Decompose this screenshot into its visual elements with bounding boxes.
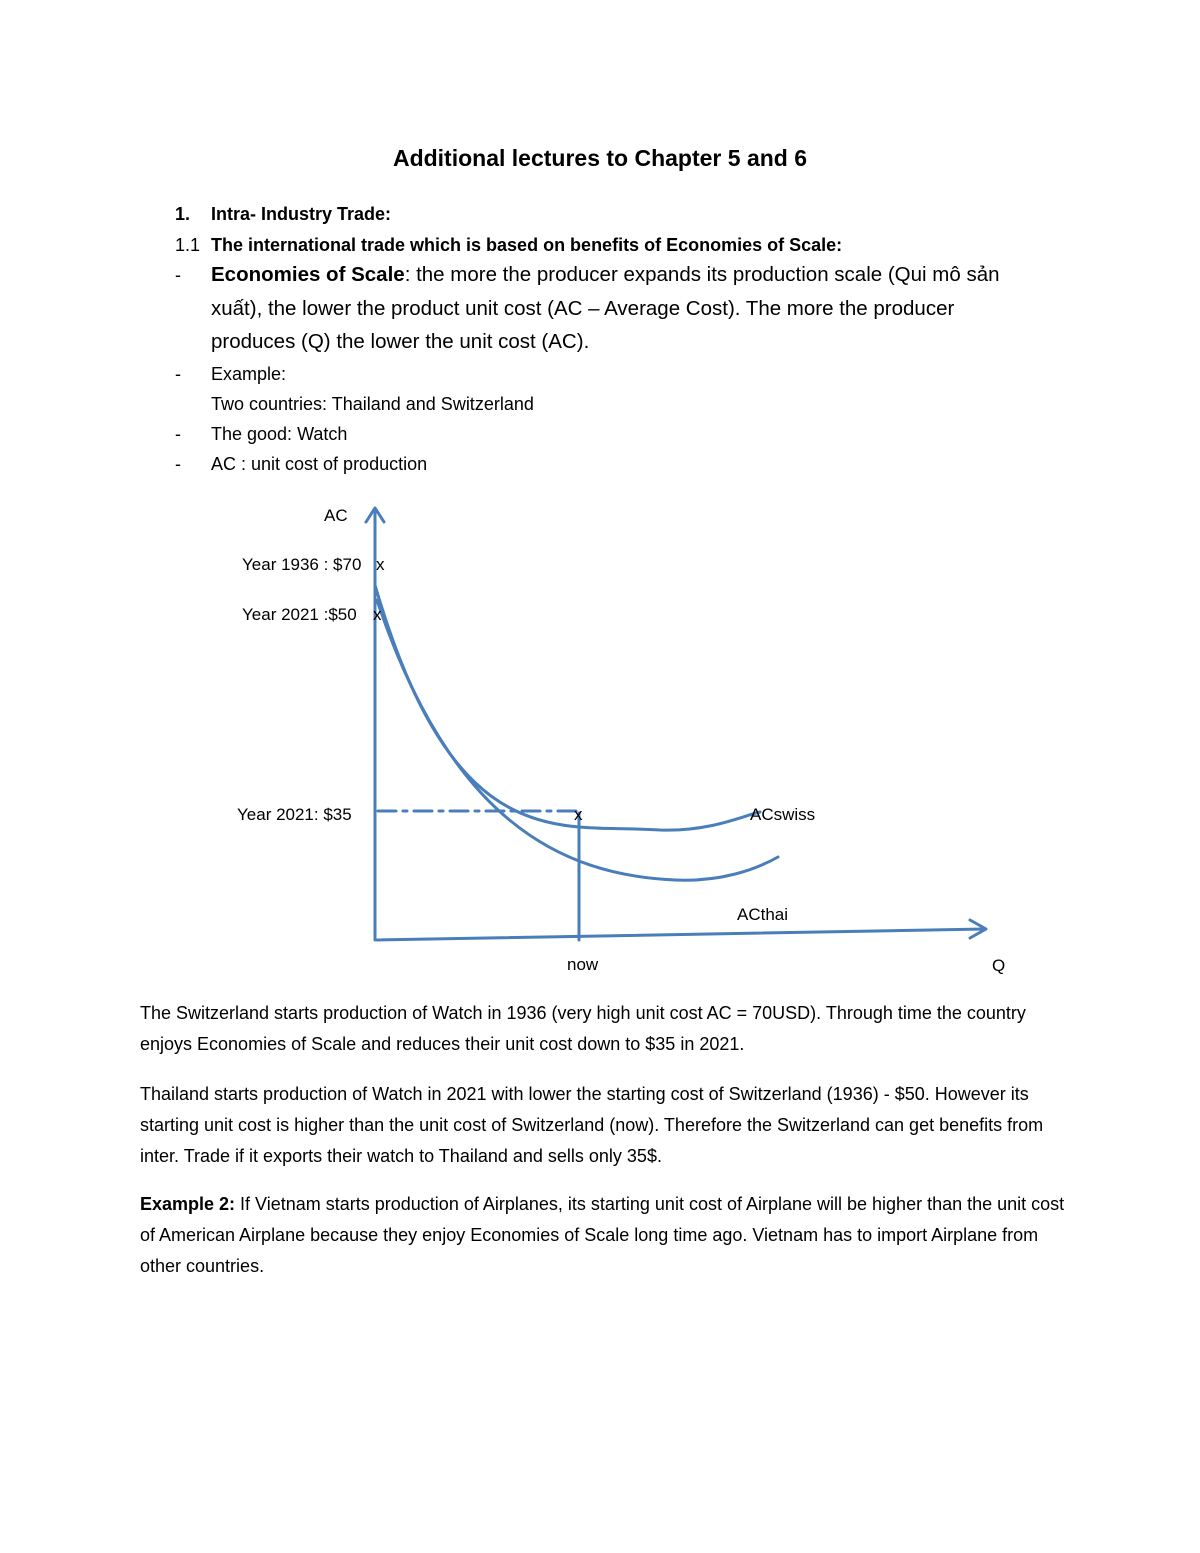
example2-text: If Vietnam starts production of Airplanes, its starting unit cost of Airplane will be higher than the unit cost of American Airplane because they enjoy Economies of Scale long time ago. Vietnam has to import Airplane from other countries. [140, 1194, 1065, 1276]
x-mark: x [373, 605, 382, 624]
x-axis [377, 929, 985, 940]
eos-line2: xuất), the lower the product unit cost (AC – Average Cost). The more the producer [211, 297, 955, 320]
example2-label: Example 2: [140, 1194, 236, 1214]
heading1-text: Intra- Industry Trade: [211, 204, 392, 224]
x-mark: x [376, 555, 385, 574]
acswiss-curve [375, 585, 760, 830]
y-axis-label: AC [324, 506, 348, 525]
paragraph-2-text: Thailand starts production of Watch in 2021 with lower the starting cost of Switzerland (1936) - $50. However its starting unit cost is higher than the unit cost of Switzerland (now). Therefore the Switzerland can get benefits from inter. Trade if it exports their watch to Thailand and sells only 35$. [140, 1084, 1044, 1166]
year-2021-50-label: Year 2021 :$50 [242, 605, 357, 624]
bullet-dash: - [175, 424, 181, 444]
paragraph-2 [140, 1079, 1070, 1172]
bullet-dash: - [175, 454, 181, 474]
year-2021-35-label: Year 2021: $35 [237, 805, 352, 824]
bullet-dash: - [175, 364, 181, 384]
x-axis-label: Q [992, 956, 1006, 975]
x-mark: x [574, 805, 583, 824]
eos-line1-text: : the more the producer expands its production scale (Qui mô sản [404, 263, 1000, 286]
year-1936-label: Year 1936 : $70 [242, 555, 362, 574]
good-label: The good: Watch [211, 424, 348, 444]
paragraph-3 [140, 1189, 1070, 1282]
paragraph-1-text: The Switzerland starts production of Watch in 1936 (very high unit cost AC = 70USD). Through time the country enjoys Economies of Scale and reduces their unit cost down to $35 in 2021. [140, 1003, 1026, 1054]
heading11-text: The international trade which is based on benefits of Economies of Scale: [211, 235, 843, 255]
bullet-dash: - [175, 265, 181, 285]
two-countries: Two countries: Thailand and Switzerland [211, 394, 534, 414]
acswiss-label: ACswiss [750, 805, 816, 824]
paragraph-3-text [140, 1189, 1070, 1282]
heading11-number: 1.1 [175, 235, 201, 255]
eos-term: Economies of Scale [211, 263, 405, 286]
document-title: Additional lectures to Chapter 5 and 6 [392, 145, 808, 171]
acthai-label: ACthai [737, 905, 789, 924]
heading1-number: 1. [175, 204, 191, 224]
ac-definition: AC : unit cost of production [211, 454, 428, 474]
paragraph-1 [140, 998, 1070, 1060]
eos-line3: produces (Q) the lower the unit cost (AC). [211, 330, 590, 353]
now-label: now [567, 955, 599, 974]
example-label: Example: [211, 364, 287, 384]
